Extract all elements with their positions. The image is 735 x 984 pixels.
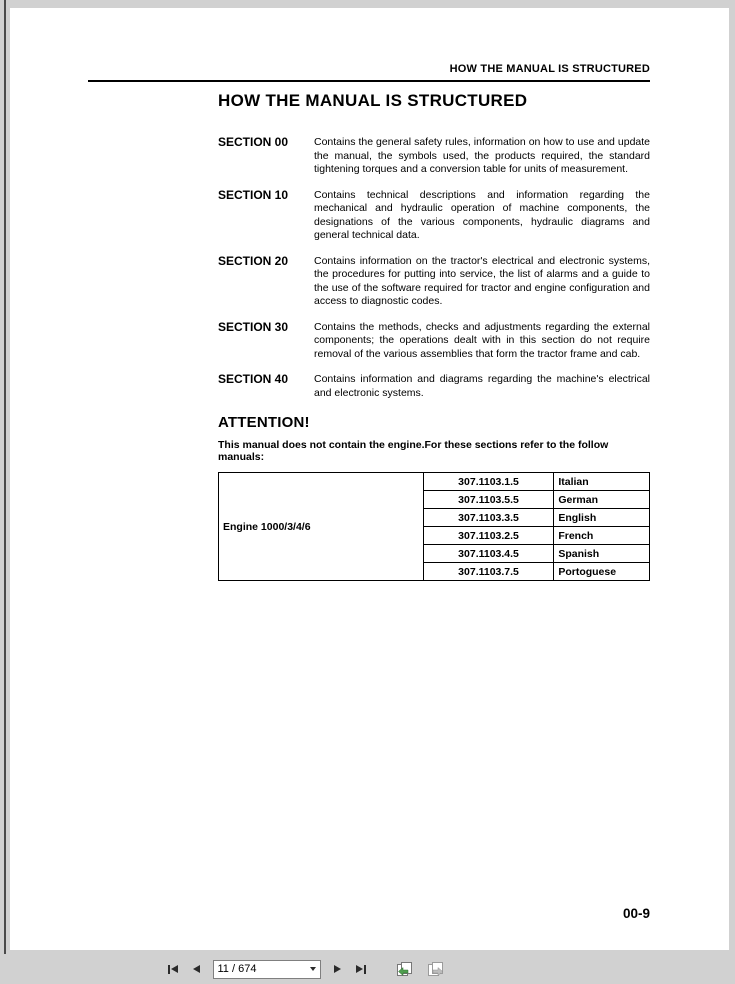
section-label: SECTION 10	[218, 187, 289, 202]
language-cell: French	[554, 527, 650, 545]
window-left-border	[4, 0, 6, 984]
table-row	[219, 473, 650, 491]
section-label: SECTION 20	[218, 253, 289, 268]
viewer-toolbar	[0, 954, 735, 984]
page-number-combobox[interactable]	[213, 960, 321, 979]
manual-code-cell: 307.1103.2.5	[423, 527, 554, 545]
arrow-left-icon	[171, 965, 178, 973]
section-label: SECTION 40	[218, 372, 289, 386]
arrow-right-icon	[356, 965, 363, 973]
next-page-button[interactable]	[332, 963, 343, 975]
manual-code-cell: 307.1103.7.5	[423, 563, 554, 581]
section-block-10	[218, 189, 650, 243]
page-title: HOW THE MANUAL IS STRUCTURED	[218, 91, 528, 110]
engine-manuals-table	[218, 472, 650, 581]
section-text: Contains the general safety rules, information on how to use and update the manual, the symbols used, the products required, the standard tightening torques and a conversion table for units of measurement.	[314, 136, 650, 175]
manual-code-cell: 307.1103.5.5	[423, 491, 554, 509]
section-text: Contains technical descriptions and information regarding the mechanical and hydraulic operation of machine components, the designations of the various components, hydraulic diagrams and general technical data.	[314, 188, 650, 241]
engine-label-cell: Engine 1000/3/4/6	[219, 473, 424, 581]
language-cell: Portoguese	[554, 563, 650, 581]
last-page-button[interactable]	[354, 963, 368, 976]
previous-view-button[interactable]	[395, 960, 415, 978]
language-cell: Spanish	[554, 545, 650, 563]
section-text: Contains information and diagrams regarding the machine's electrical and electronic systems.	[314, 373, 650, 399]
section-block-30	[218, 321, 650, 362]
section-text: Contains information on the tractor's electrical and electronic systems, the procedures for putting into service, the list of alarms and a guide to the use of the software required for tractor and engine configuration and access to diagnostic codes.	[314, 254, 650, 307]
page-navigation-group	[166, 960, 446, 979]
manual-code-cell: 307.1103.3.5	[423, 509, 554, 527]
manual-code-cell: 307.1103.4.5	[423, 545, 554, 563]
attention-text: This manual does not contain the engine.For these sections refer to the follow manuals:	[218, 439, 609, 463]
manual-code-cell: 307.1103.1.5	[423, 473, 554, 491]
last-page-icon	[364, 965, 366, 974]
arrow-right-icon	[334, 965, 341, 973]
header-rule	[88, 80, 650, 82]
next-view-button[interactable]	[426, 960, 446, 978]
section-label: SECTION 30	[218, 319, 289, 334]
section-block-40	[218, 373, 650, 400]
document-page	[10, 8, 729, 950]
page-content	[218, 136, 650, 581]
chevron-down-icon[interactable]	[310, 967, 316, 971]
running-header: HOW THE MANUAL IS STRUCTURED	[449, 63, 650, 75]
page-folio: 00-9	[622, 906, 650, 921]
language-cell: Italian	[554, 473, 650, 491]
next-view-icon	[427, 961, 445, 977]
page-number-input[interactable]	[214, 962, 306, 977]
section-text: Contains the methods, checks and adjustments regarding the external components; the operations dealt with in this section do not require removal of the various assemblies that form the tractor frame and cab.	[314, 320, 650, 360]
first-page-icon	[168, 965, 170, 974]
arrow-left-icon	[193, 965, 200, 973]
attention-heading: ATTENTION!	[218, 414, 310, 431]
language-cell: English	[554, 509, 650, 527]
first-page-button[interactable]	[166, 963, 180, 976]
previous-view-icon	[396, 961, 414, 977]
section-label: SECTION 00	[218, 135, 289, 149]
section-block-20	[218, 255, 650, 309]
section-block-00	[218, 136, 650, 177]
previous-page-button[interactable]	[191, 963, 202, 975]
language-cell: German	[554, 491, 650, 509]
